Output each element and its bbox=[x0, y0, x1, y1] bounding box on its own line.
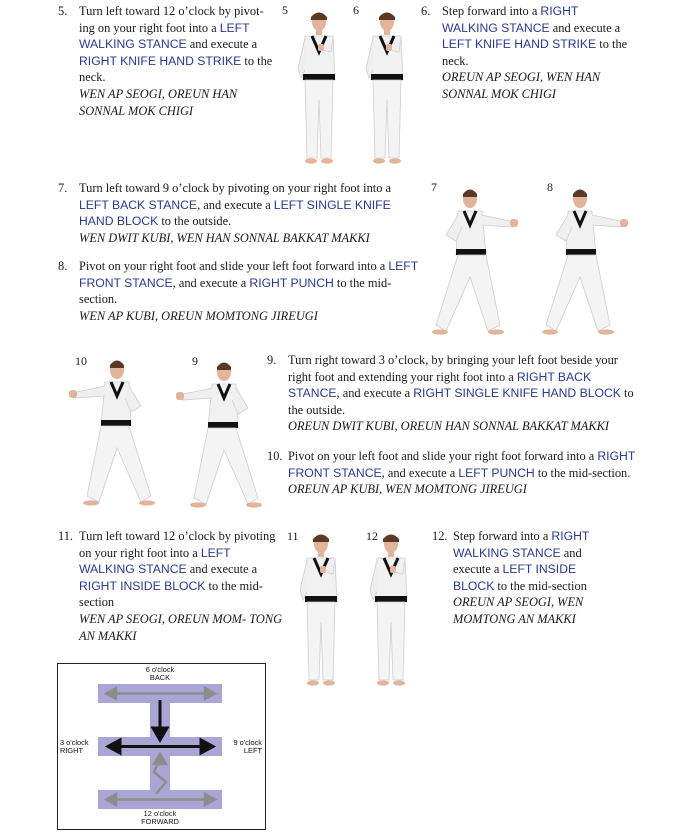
instruction-text: to the neck. bbox=[442, 37, 628, 68]
dir-left: LEFT bbox=[243, 746, 262, 756]
korean-term: OREUN AP SEOGI, WEN HAN SONNAL MOK CHIGI bbox=[442, 70, 601, 101]
step-number: 9. bbox=[267, 353, 277, 367]
technique-name: LEFT WALKING STANCE bbox=[79, 20, 250, 52]
direction-diagram bbox=[57, 663, 266, 830]
black-arrows bbox=[108, 700, 213, 753]
korean-term: WEN AP SEOGI, OREUN MOM- TONG AN MAKKI bbox=[79, 611, 283, 643]
label-left bbox=[224, 739, 262, 756]
photo-label-9: 9 bbox=[192, 354, 198, 368]
instruction-text: , and execute a bbox=[197, 197, 274, 212]
clock-9: 9 o'clock bbox=[233, 738, 262, 747]
instruction-text: and execute a bbox=[186, 37, 258, 52]
instruction-text: , and execute a bbox=[172, 275, 250, 290]
step-number: 10. bbox=[267, 449, 283, 463]
instruction-text: and execute a bbox=[453, 545, 582, 577]
step-text bbox=[421, 3, 635, 69]
step-number: 12. bbox=[432, 529, 448, 543]
instruction-text: and execute a bbox=[186, 562, 258, 577]
step-number: 8. bbox=[58, 259, 68, 273]
korean-term: OREUN AP KUBI, WEN MOMTONG JIREUGI bbox=[288, 482, 527, 497]
student-photo-7 bbox=[430, 185, 520, 337]
instruction-text: to the neck. bbox=[79, 53, 273, 85]
step-5 bbox=[58, 3, 276, 119]
technique-name: RIGHT KNIFE HAND STRIKE bbox=[79, 53, 242, 68]
student-photo-11 bbox=[296, 530, 346, 688]
photo-label-6: 6 bbox=[353, 3, 359, 17]
technique-name: LEFT INSIDE BLOCK bbox=[453, 562, 577, 593]
technique-name: LEFT PUNCH bbox=[458, 465, 535, 480]
clock-12: 12 o'clock bbox=[143, 809, 177, 818]
step-text bbox=[267, 352, 639, 418]
dir-forward: FORWARD bbox=[141, 817, 179, 827]
step-text bbox=[58, 528, 284, 611]
step-number: 7. bbox=[58, 181, 68, 195]
instruction-text: Turn left toward 9 o’clock by pivoting on your right foot into a bbox=[79, 181, 392, 195]
label-forward bbox=[132, 810, 188, 827]
student-photo-5 bbox=[294, 8, 344, 166]
instruction-text: , and execute a bbox=[381, 465, 459, 480]
korean-term: OREUN AP SEOGI, WEN MOMTONG AN MAKKI bbox=[453, 595, 584, 626]
student-photo-12 bbox=[366, 530, 416, 688]
korean-term: WEN AP KUBI, OREUN MOMTONG JIREUGI bbox=[79, 308, 318, 323]
instruction-text: Pivot on your left foot and slide your right foot forward into a bbox=[288, 449, 598, 463]
technique-name: RIGHT WALKING STANCE bbox=[453, 529, 590, 560]
instruction-text: Step forward into a bbox=[453, 529, 552, 543]
step-number: 5. bbox=[58, 4, 68, 18]
step-text bbox=[267, 448, 639, 481]
photo-label-11: 11 bbox=[287, 529, 299, 543]
step-10 bbox=[267, 448, 639, 498]
instruction-text: and execute a bbox=[549, 20, 621, 35]
instruction-text: to the outside. bbox=[288, 386, 634, 417]
step-9 bbox=[267, 352, 639, 435]
korean-term: WEN DWIT KUBI, WEN HAN SONNAL BAKKAT MAKKI bbox=[79, 230, 370, 245]
dir-right: RIGHT bbox=[60, 746, 83, 756]
instruction-text: to the mid-section bbox=[494, 578, 587, 593]
technique-name: LEFT KNIFE HAND STRIKE bbox=[442, 37, 597, 52]
step-text bbox=[58, 180, 418, 230]
clock-3: 3 o'clock bbox=[60, 738, 89, 747]
student-photo-10 bbox=[62, 356, 162, 508]
instruction-text: Turn left toward 12 o’clock by pivoting on your right foot into a bbox=[79, 529, 276, 560]
dir-back: BACK bbox=[149, 673, 171, 683]
instruction-text: Step forward into a bbox=[442, 4, 541, 18]
step-8 bbox=[58, 258, 420, 324]
photo-label-5: 5 bbox=[282, 3, 288, 17]
korean-term: WEN AP SEOGI, OREUN HAN SONNAL MOK CHIGI bbox=[79, 86, 238, 118]
step-7 bbox=[58, 180, 418, 246]
step-6 bbox=[421, 3, 635, 103]
technique-name: RIGHT BACK STANCE bbox=[288, 369, 592, 401]
photo-label-8: 8 bbox=[547, 180, 553, 194]
step-text bbox=[58, 3, 276, 86]
student-photo-8 bbox=[535, 185, 635, 337]
photo-label-7: 7 bbox=[431, 180, 437, 194]
technique-name: LEFT SINGLE KNIFE HAND BLOCK bbox=[79, 197, 391, 229]
photo-label-10: 10 bbox=[75, 354, 87, 368]
step-11 bbox=[58, 528, 284, 644]
instruction-text: , and execute a bbox=[336, 386, 414, 401]
technique-name: RIGHT FRONT STANCE bbox=[288, 449, 636, 480]
instruction-text: to the mid-section bbox=[79, 578, 263, 610]
technique-name: RIGHT INSIDE BLOCK bbox=[79, 578, 206, 593]
step-text bbox=[432, 528, 598, 594]
technique-name: LEFT WALKING STANCE bbox=[79, 545, 231, 577]
label-back bbox=[138, 666, 182, 683]
instruction-text: to the outside. bbox=[158, 214, 232, 229]
student-photo-6 bbox=[362, 8, 412, 166]
step-number: 6. bbox=[421, 4, 431, 18]
photo-label-12: 12 bbox=[366, 529, 378, 543]
instruction-text: to the mid-section. bbox=[534, 465, 631, 480]
clock-6: 6 o'clock bbox=[145, 665, 175, 674]
label-right bbox=[60, 739, 94, 756]
student-photo-9 bbox=[172, 358, 266, 510]
instruction-text: Turn right toward 3 o’clock, by bringing your left foot beside your right foot and extending your right foot into a bbox=[288, 353, 618, 384]
instruction-text: Turn left toward 12 o’clock by pivot- ing on your right foot into a bbox=[79, 4, 264, 35]
technique-name: RIGHT PUNCH bbox=[249, 275, 334, 290]
technique-name: LEFT FRONT STANCE bbox=[79, 259, 418, 290]
technique-name: LEFT BACK STANCE bbox=[79, 197, 198, 212]
step-text bbox=[58, 258, 420, 308]
instruction-text: Pivot on your right foot and slide your left foot forward into a bbox=[79, 259, 389, 273]
technique-name: RIGHT WALKING STANCE bbox=[442, 4, 579, 35]
step-number: 11. bbox=[58, 529, 74, 543]
korean-term: OREUN DWIT KUBI, OREUN HAN SONNAL BAKKAT MAKKI bbox=[288, 419, 610, 434]
technique-name: RIGHT SINGLE KNIFE HAND BLOCK bbox=[413, 386, 621, 401]
step-12 bbox=[432, 528, 598, 628]
instruction-text: to the mid-section. bbox=[79, 275, 392, 307]
